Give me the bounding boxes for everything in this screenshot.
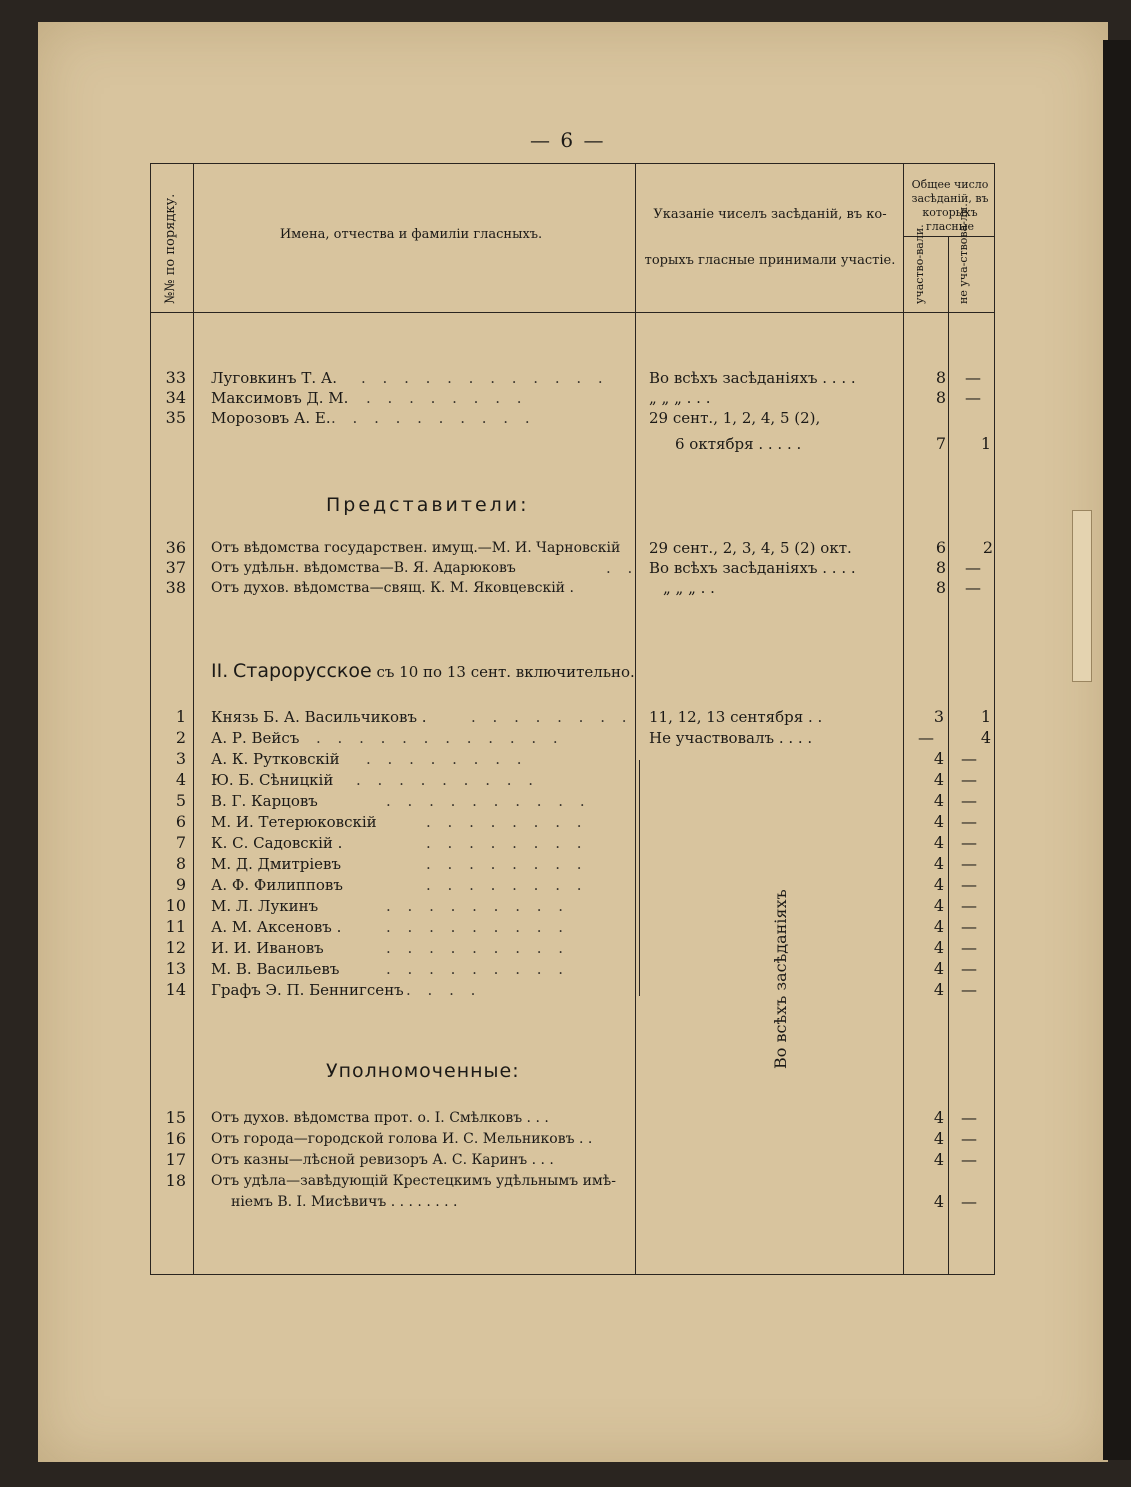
leader-dots: . . . . . . . . . [386, 960, 570, 978]
row-not-participated: — [961, 875, 977, 894]
row-number: 1 [175, 707, 186, 726]
row-name: Отъ духов. вѣдомства—свящ. К. М. Яковцевскій . [211, 580, 574, 596]
row-participated: 4 [933, 1192, 945, 1211]
row-name: К. С. Садовскій . [211, 834, 343, 852]
row-number: 12 [165, 938, 186, 957]
table-row [151, 434, 994, 454]
row-not-participated: — [961, 791, 977, 810]
row-name: Отъ удѣльн. вѣдомства—В. Я. Адарюковъ [211, 560, 516, 576]
row-number: 17 [165, 1150, 186, 1169]
row-name: М. И. Тетерюковскій [211, 813, 377, 831]
table-row [151, 408, 994, 428]
row-number: 5 [175, 791, 186, 810]
row-participated: 7 [935, 434, 947, 453]
row-not-participated: — [961, 812, 977, 831]
row-name: А. К. Рутковскій [211, 750, 340, 768]
leader-dots: . . . . . . . . [426, 855, 588, 873]
table-row [151, 538, 994, 558]
section-representatives: Представители: [326, 494, 530, 516]
table-row [151, 707, 994, 727]
row-not-participated: — [961, 917, 977, 936]
table-row [151, 1171, 994, 1191]
table-row [151, 875, 994, 895]
table-row [151, 938, 994, 958]
row-name: Отъ удѣла—завѣдующій Крестецкимъ удѣльнымъ имѣ- [211, 1173, 616, 1189]
row-name: И. И. Ивановъ [211, 939, 324, 957]
row-number: 18 [165, 1171, 186, 1190]
row-number: 33 [165, 368, 186, 387]
row-participated: 4 [933, 749, 945, 768]
row-participated: 4 [933, 917, 945, 936]
row-number: 36 [165, 538, 186, 557]
row-number: 35 [165, 408, 186, 427]
row-name: Графъ Э. П. Беннигсенъ [211, 981, 404, 999]
row-name: Ю. Б. Сѣницкій [211, 771, 334, 789]
leader-dots: . . . . [406, 981, 482, 999]
row-dates: 11, 12, 13 сентября . . [649, 708, 823, 726]
register-table [150, 163, 995, 1275]
row-participated: 4 [933, 770, 945, 789]
leader-dots: . . . . . . . . [426, 834, 588, 852]
leader-dots: . . . . . . . . . . [386, 792, 591, 810]
leader-dots: . . . . . . . . [426, 876, 588, 894]
table-row [151, 1129, 994, 1149]
row-not-participated: — [961, 749, 977, 768]
row-not-participated: — [961, 833, 977, 852]
row-name: Князь Б. А. Васильчиковъ . [211, 708, 427, 726]
row-not-participated: 2 [982, 538, 994, 557]
page-tab [1072, 510, 1092, 682]
leader-dots: . . . . . . . . [366, 750, 528, 768]
row-number: 10 [165, 896, 186, 915]
leader-dots: . . . . . . . . . [386, 897, 570, 915]
section-title: Старорусское [233, 660, 372, 682]
table-row [151, 791, 994, 811]
row-number: 4 [175, 770, 186, 789]
row-not-participated: — [961, 938, 977, 957]
row-not-participated: — [961, 1129, 977, 1148]
table-row [151, 980, 994, 1000]
table-row [151, 749, 994, 769]
row-name: Отъ вѣдомства государствен. имущ.—М. И. Чарновскій [211, 540, 621, 556]
row-number: 7 [175, 833, 186, 852]
table-row [151, 578, 994, 598]
row-name: А. М. Аксеновъ . [211, 918, 342, 936]
row-participated: 4 [933, 938, 945, 957]
binding-edge [1103, 40, 1131, 1460]
leader-dots: . . . . . . . . [366, 389, 528, 407]
row-not-participated: — [965, 388, 981, 407]
row-dates: „ „ „ . . . [649, 389, 711, 407]
row-participated: 4 [933, 959, 945, 978]
table-row [151, 1192, 994, 1212]
header-col-names: Имена, отчества и фамиліи гласныхъ. [279, 227, 543, 242]
row-dates: 6 октября . . . . . [675, 435, 802, 453]
row-participated: 4 [933, 791, 945, 810]
row-number: 15 [165, 1108, 186, 1127]
row-participated: 8 [935, 558, 947, 577]
header-col-participated: участво-вали. [913, 224, 926, 304]
row-name: Луговкинъ Т. А. [211, 369, 338, 387]
row-not-participated: — [961, 1192, 977, 1211]
row-number: 34 [165, 388, 186, 407]
row-participated: 4 [933, 812, 945, 831]
row-number: 13 [165, 959, 186, 978]
row-number: 3 [175, 749, 186, 768]
table-row [151, 812, 994, 832]
row-not-participated: 1 [980, 434, 992, 453]
row-not-participated: — [965, 578, 981, 597]
header-col-number: №№ по порядку. [163, 193, 178, 304]
row-participated: 4 [933, 854, 945, 873]
row-participated: 8 [935, 388, 947, 407]
leader-dots: . . . . . . . . . [386, 918, 570, 936]
table-row [151, 368, 994, 388]
row-number: 16 [165, 1129, 186, 1148]
row-name: М. Л. Лукинъ [211, 897, 319, 915]
row-participated: 3 [933, 707, 945, 726]
row-name: Морозовъ А. Е. [211, 409, 331, 427]
header-rule [151, 312, 994, 313]
table-row [151, 770, 994, 790]
all-sessions-label: Во всѣхъ засѣданіяхъ [771, 889, 790, 1069]
row-dates: Во всѣхъ засѣданіяхъ . . . . [649, 559, 856, 577]
row-number: 8 [175, 854, 186, 873]
header-col-total: Общее число засѣданій, въ которыхъ гласные [911, 178, 989, 233]
leader-dots: . . [606, 559, 639, 577]
table-row [151, 558, 994, 578]
row-participated: 4 [933, 875, 945, 894]
leader-dots: . . . . . . . . . [356, 771, 540, 789]
table-row [151, 917, 994, 937]
row-participated: 4 [933, 896, 945, 915]
header-col-dates-line2: торыхъ гласные принимали участіе. [644, 253, 896, 268]
row-not-participated: — [965, 368, 981, 387]
leader-dots: . . . . . . . . [471, 708, 633, 726]
table-row [151, 896, 994, 916]
brace-left [639, 760, 640, 996]
row-participated: 6 [935, 538, 947, 557]
row-name: Отъ духов. вѣдомства прот. о. І. Смѣлковъ . . . [211, 1110, 549, 1126]
section-staroruss [211, 660, 635, 682]
row-not-participated: — [965, 558, 981, 577]
row-participated: 8 [935, 368, 947, 387]
leader-dots: . . . . . . . . . . [331, 409, 536, 427]
row-number: 11 [165, 917, 186, 936]
row-not-participated: — [961, 896, 977, 915]
leader-dots: . . . . . . . . . . . . [316, 729, 564, 747]
row-not-participated: 1 [980, 707, 992, 726]
page-number: — 6 — [530, 128, 606, 152]
row-dates: 29 сент., 2, 3, 4, 5 (2) окт. [649, 539, 852, 557]
row-participated: — [918, 728, 934, 747]
row-name: А. Ф. Филипповъ [211, 876, 343, 894]
row-not-participated: — [961, 1108, 977, 1127]
row-name: Максимовъ Д. М. [211, 389, 349, 407]
row-participated: 4 [933, 980, 945, 999]
leader-dots: . . . . . . . . . [386, 939, 570, 957]
table-row [151, 854, 994, 874]
row-not-participated: — [961, 854, 977, 873]
header-col-not-participated: не уча-ствова-ли. [957, 203, 970, 304]
row-name: В. Г. Карцовъ [211, 792, 318, 810]
header-col-dates-line1: Указаніе чиселъ засѣданій, въ ко- [653, 207, 887, 222]
section-suffix: съ 10 по 13 сент. включительно. [376, 663, 635, 681]
row-dates: Не участвовалъ . . . . [649, 729, 813, 747]
row-dates: „ „ „ . . [663, 579, 715, 597]
row-number: 2 [175, 728, 186, 747]
table-row [151, 833, 994, 853]
row-number: 14 [165, 980, 186, 999]
row-participated: 4 [933, 1150, 945, 1169]
row-number: 6 [175, 812, 186, 831]
row-participated: 4 [933, 1108, 945, 1127]
table-row [151, 959, 994, 979]
row-name: ніемъ В. І. Мисѣвичъ . . . . . . . . [231, 1194, 458, 1210]
row-dates: 29 сент., 1, 2, 4, 5 (2), [649, 409, 821, 427]
leader-dots: . . . . . . . . [426, 813, 588, 831]
section-roman-numeral: II. [211, 660, 229, 682]
row-not-participated: — [961, 959, 977, 978]
table-row [151, 728, 994, 748]
row-dates: Во всѣхъ засѣданіяхъ . . . . [649, 369, 856, 387]
row-name: Отъ казны—лѣсной ревизоръ А. С. Каринъ . . . [211, 1152, 554, 1168]
section-plenipotentiaries: Уполномоченные: [326, 1060, 520, 1082]
row-participated: 4 [933, 833, 945, 852]
row-not-participated: — [961, 980, 977, 999]
row-name: Отъ города—городской голова И. С. Мельниковъ . . [211, 1131, 593, 1147]
row-number: 38 [165, 578, 186, 597]
row-number: 37 [165, 558, 186, 577]
row-participated: 8 [935, 578, 947, 597]
row-participated: 4 [933, 1129, 945, 1148]
row-number: 9 [175, 875, 186, 894]
table-row [151, 388, 994, 408]
row-name: М. Д. Дмитріевъ [211, 855, 342, 873]
row-name: М. В. Васильевъ [211, 960, 340, 978]
table-row [151, 1108, 994, 1128]
row-name: А. Р. Вейсъ [211, 729, 300, 747]
table-row [151, 1150, 994, 1170]
row-not-participated: 4 [980, 728, 992, 747]
row-not-participated: — [961, 770, 977, 789]
leader-dots: . . . . . . . . . . . . [361, 369, 609, 387]
row-not-participated: — [961, 1150, 977, 1169]
